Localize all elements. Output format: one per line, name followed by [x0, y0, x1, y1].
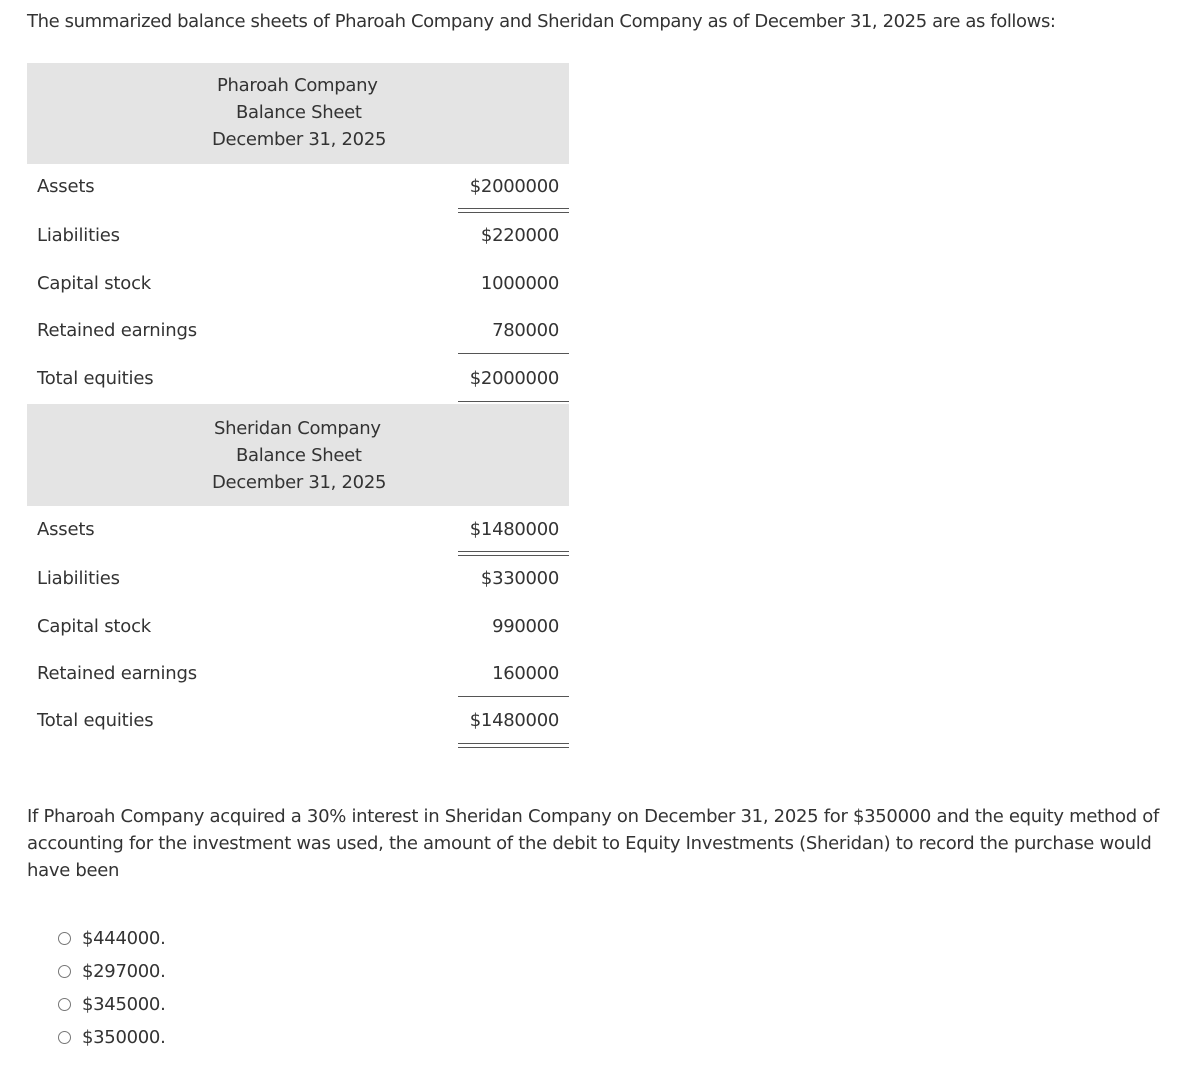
row-label: Total equities	[37, 710, 154, 731]
option-label: $444000.	[82, 928, 166, 949]
row-label: Capital stock	[37, 616, 152, 637]
row-value: $2000000	[469, 368, 559, 389]
row-value: $220000	[480, 225, 559, 246]
single-underline	[458, 353, 569, 354]
pharoah-balance-sheet	[27, 63, 569, 389]
question-text: If Pharoah Company acquired a 30% interest in Sheridan Company on December 31, 2025 for $350000 and the equity method of accounting for the investment was used, the amount of the debit to Equity Investments (Sheridan) to record the purchase would have been	[27, 806, 1160, 881]
pharoah-row-assets	[27, 172, 569, 202]
pharoah-row-liabilities	[27, 221, 569, 251]
pharoah-row-total-equities	[27, 364, 569, 394]
row-label: Assets	[37, 519, 95, 540]
double-underline	[458, 743, 569, 748]
option-label: $345000.	[82, 994, 166, 1015]
pharoah-sheet-title: Balance Sheet	[236, 102, 362, 123]
row-value: $1480000	[469, 710, 559, 731]
option-label: $297000.	[82, 961, 166, 982]
sheridan-sheet-title: Balance Sheet	[236, 445, 362, 466]
answer-options	[58, 922, 166, 1054]
double-underline	[458, 208, 569, 213]
row-label: Liabilities	[37, 568, 120, 589]
sheridan-balance-sheet	[27, 404, 569, 731]
pharoah-sheet-header	[27, 63, 569, 164]
row-label: Retained earnings	[37, 320, 197, 341]
answer-option-1[interactable]	[58, 922, 166, 955]
sheridan-row-assets	[27, 515, 569, 545]
radio-button[interactable]	[58, 965, 71, 978]
answer-option-2[interactable]	[58, 955, 166, 988]
row-value: 990000	[492, 616, 559, 637]
pharoah-company-name: Pharoah Company	[217, 75, 378, 96]
intro-text: The summarized balance sheets of Pharoah Company and Sheridan Company as of December 31, 2025 are as follows:	[27, 11, 1056, 32]
row-value: 160000	[492, 663, 559, 684]
sheridan-company-name: Sheridan Company	[214, 418, 381, 439]
row-value: 780000	[492, 320, 559, 341]
sheridan-sheet-header	[27, 404, 569, 506]
row-label: Assets	[37, 176, 95, 197]
sheridan-row-total-equities	[27, 706, 569, 736]
row-label: Total equities	[37, 368, 154, 389]
row-value: $1480000	[469, 519, 559, 540]
answer-option-4[interactable]	[58, 1021, 166, 1054]
row-label: Retained earnings	[37, 663, 197, 684]
radio-button[interactable]	[58, 1031, 71, 1044]
row-value: 1000000	[480, 273, 559, 294]
radio-button[interactable]	[58, 932, 71, 945]
row-value: $330000	[480, 568, 559, 589]
sheridan-sheet-date: December 31, 2025	[212, 472, 387, 493]
pharoah-row-retained-earnings	[27, 316, 569, 346]
sheridan-row-retained-earnings	[27, 659, 569, 689]
radio-button[interactable]	[58, 998, 71, 1011]
row-label: Capital stock	[37, 273, 152, 294]
sheridan-row-capital-stock	[27, 612, 569, 642]
answer-option-3[interactable]	[58, 988, 166, 1021]
sheridan-row-liabilities	[27, 564, 569, 594]
row-value: $2000000	[469, 176, 559, 197]
double-underline	[458, 551, 569, 556]
row-label: Liabilities	[37, 225, 120, 246]
single-underline	[458, 696, 569, 697]
pharoah-sheet-date: December 31, 2025	[212, 129, 387, 150]
option-label: $350000.	[82, 1027, 166, 1048]
pharoah-row-capital-stock	[27, 269, 569, 299]
